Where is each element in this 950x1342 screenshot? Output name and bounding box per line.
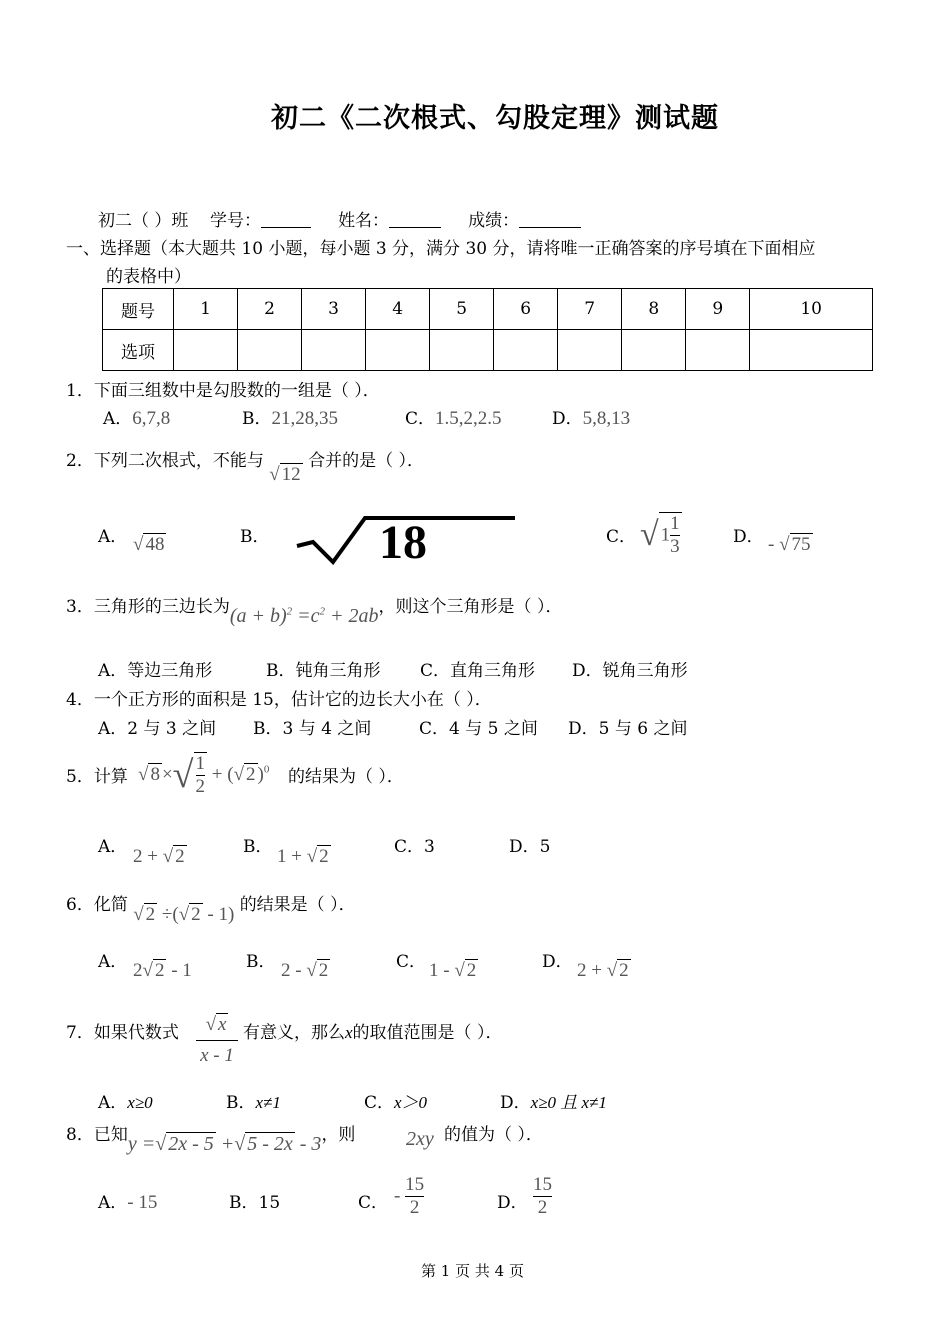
- stem-text: ，则: [321, 1125, 356, 1145]
- fraction: [533, 1174, 552, 1219]
- answer-cell[interactable]: [558, 330, 622, 371]
- option-label: B．: [242, 409, 272, 429]
- operator: +: [220, 1133, 235, 1155]
- mixed-fraction: [670, 513, 680, 558]
- expr-part: 2 +: [133, 846, 158, 867]
- student-id-label: 学号：: [210, 211, 262, 231]
- question-6-stem: [66, 890, 356, 925]
- stem-text: 的值为（ ）．: [444, 1125, 543, 1145]
- coefficient: 2: [133, 960, 143, 981]
- formula-part: + 2ab: [330, 605, 379, 627]
- student-info-line: [98, 206, 581, 231]
- question-1-options: [103, 404, 170, 430]
- fraction: [405, 1174, 424, 1219]
- option-c: [364, 1088, 427, 1113]
- option-d: D．5: [509, 837, 551, 857]
- page-footer: 第 1 页 共 4 页: [421, 1262, 524, 1280]
- option-label: B．: [229, 1193, 259, 1213]
- sign: -: [768, 534, 775, 555]
- option-label: C．: [364, 1093, 395, 1113]
- option-label: D．: [733, 527, 764, 547]
- option-value: x≠1: [255, 1093, 281, 1112]
- stem-text: 有意义，那么: [243, 1023, 345, 1043]
- radicand: 2: [175, 846, 185, 867]
- option-d-value: 5,8,13: [582, 408, 631, 429]
- denominator: 2: [537, 1197, 548, 1218]
- formula-part: c: [310, 605, 320, 627]
- section-heading-cont: 的表格中）: [106, 267, 191, 287]
- option-d-expression: 2 + √ 2: [577, 960, 629, 981]
- question-8-target: 2xy: [406, 1128, 434, 1150]
- question-number-cell: 5: [430, 289, 494, 330]
- numerator: 15: [533, 1174, 552, 1195]
- radicand: 2: [154, 960, 165, 981]
- option-label: B．: [243, 837, 273, 857]
- answer-cell[interactable]: [750, 330, 873, 371]
- option-label: D．: [497, 1193, 528, 1213]
- name-blank[interactable]: [389, 211, 441, 228]
- stem-text: 3．三角形的三边长为: [66, 597, 230, 617]
- option-value: - 15: [127, 1192, 158, 1213]
- option-label: C．: [396, 952, 427, 972]
- option-a-radical: √ 48: [133, 534, 165, 555]
- option-a-expression: 2 + √ 2: [133, 846, 185, 867]
- table-row: [103, 330, 873, 371]
- numerator: 1: [670, 513, 680, 534]
- expr-part: - 1: [171, 960, 192, 981]
- question-4-stem: 4．一个正方形的面积是 15，估计它的边长大小在（ ）．: [66, 690, 492, 710]
- formula-part: (a + b): [229, 605, 287, 627]
- option-b: B．钝角三角形: [266, 661, 381, 681]
- option-c: C．直角三角形: [420, 661, 536, 681]
- option-b-expression: 1 + √ 2: [277, 846, 329, 867]
- option-a: A．2 与 3 之间: [98, 719, 217, 739]
- option-a: [98, 1188, 157, 1214]
- option-d: D．锐角三角形: [572, 661, 688, 681]
- question-6-expression: √ 2 ÷(√ 2 - 1): [133, 904, 235, 925]
- option-b-expression: 2 - √ 2: [281, 960, 329, 981]
- radicand: 2: [145, 904, 156, 925]
- radicand: 2: [466, 960, 477, 981]
- formula-abc: [230, 605, 379, 627]
- answer-cell[interactable]: [238, 330, 302, 371]
- option-c: C．3: [394, 837, 435, 857]
- question-number-cell: 9: [686, 289, 750, 330]
- answer-cell[interactable]: [366, 330, 430, 371]
- question-number-cell: 2: [238, 289, 302, 330]
- answer-cell[interactable]: [622, 330, 686, 371]
- option-label: A．: [98, 952, 128, 972]
- option-value: 15: [258, 1193, 281, 1213]
- option-c: C．4 与 5 之间: [419, 719, 538, 739]
- expr-part: 2 +: [577, 960, 602, 981]
- option-a-value: 6,7,8: [132, 408, 171, 429]
- expr-part: 1 +: [277, 846, 302, 867]
- radicand: 2: [246, 764, 256, 786]
- option-label: D．: [552, 409, 583, 429]
- option-c-radical: √ 1 $\frac{1}{3}$: [640, 513, 680, 557]
- answer-cell[interactable]: [494, 330, 558, 371]
- question-3-stem: [66, 592, 563, 627]
- class-label: 初二（ ）班: [98, 211, 189, 231]
- option-label: A．: [98, 1193, 128, 1213]
- stem-text: ，则这个三角形是（ ）．: [378, 597, 563, 617]
- question-number-cell: 7: [558, 289, 622, 330]
- operator: ): [257, 764, 264, 786]
- option-d: [500, 1088, 607, 1113]
- stem-text: 的取值范围是（ ）．: [352, 1023, 503, 1043]
- question-1-stem: 1．下面三组数中是勾股数的一组是（ ）．: [66, 381, 380, 401]
- option-label: D．: [542, 952, 573, 972]
- radicand: 2x - 5: [168, 1133, 214, 1155]
- table-header-cell: 题号: [103, 289, 174, 330]
- question-1-option-b: [242, 404, 338, 430]
- operator: ×: [161, 764, 173, 785]
- variable: x: [345, 1023, 353, 1042]
- numerator: √ x: [196, 1014, 238, 1041]
- radicand: 2: [619, 960, 629, 981]
- denominator: 3: [670, 536, 680, 557]
- option-c-expression: 1 - √ 2: [429, 960, 477, 981]
- option-a-expression: 2√ 2 - 1: [133, 960, 192, 981]
- operator: ÷(: [161, 904, 179, 925]
- question-number-cell: 8: [622, 289, 686, 330]
- question-5-stem: [66, 762, 128, 787]
- option-b-value: 21,28,35: [271, 408, 338, 429]
- score-label: 成绩：: [468, 211, 520, 231]
- numerator: 1: [195, 753, 206, 774]
- question-5-expression: √ 8 ×√ $\frac{1}{2}$ + (√ 2 )$^0$: [138, 753, 270, 797]
- question-8-equation: y =√ 2x - 5 +√ 5 - 2x - 3: [127, 1133, 322, 1155]
- table-row: [103, 289, 873, 330]
- option-value: x≥0 且 x≠1: [530, 1093, 607, 1112]
- question-1-option-c: [405, 404, 502, 430]
- option-label: B．: [226, 1093, 256, 1113]
- question-1-option-d: [552, 404, 630, 430]
- option-a: [98, 1088, 153, 1113]
- option-label: A．: [98, 527, 128, 547]
- answer-cell[interactable]: [430, 330, 494, 371]
- expr-part: - 3: [299, 1133, 322, 1155]
- radicand: x: [218, 1014, 227, 1035]
- stem-text: 2．下列二次根式，不能与: [66, 451, 264, 471]
- stem-text: 合并的是（ ）．: [308, 451, 424, 471]
- exponent: 0: [263, 763, 270, 776]
- question-number-cell: 1: [174, 289, 238, 330]
- option-b: [229, 1188, 280, 1213]
- option-value: x＞0: [394, 1093, 428, 1112]
- stem-text: 6．化简: [66, 895, 128, 915]
- question-7-stem-tail: [243, 1018, 502, 1043]
- question-number-cell: 4: [366, 289, 430, 330]
- option-b-radicand: 18: [379, 516, 427, 565]
- question-2-stem: [66, 446, 424, 485]
- stem-text: 7．如果代数式: [66, 1023, 179, 1043]
- option-d-fraction: [533, 1174, 552, 1219]
- answer-table: [102, 288, 873, 371]
- question-number-cell: 6: [494, 289, 558, 330]
- option-b: B．3 与 4 之间: [253, 719, 372, 739]
- stem-text: 的结果是（ ）．: [239, 895, 356, 915]
- radicand: 48: [145, 534, 165, 555]
- radicand: 8: [150, 764, 160, 785]
- question-8-stem: [66, 1120, 356, 1155]
- radicand: 75: [791, 534, 811, 555]
- question-number-cell: 10: [750, 289, 873, 330]
- exponent: 2: [319, 605, 326, 618]
- radical-12: √ 12: [269, 464, 301, 485]
- expr-part: y =: [127, 1133, 156, 1155]
- option-label: A．: [98, 1093, 128, 1113]
- option-label: A．: [103, 409, 133, 429]
- radicand: 12: [281, 464, 301, 485]
- score-blank[interactable]: [519, 211, 581, 228]
- option-label: D．: [500, 1093, 531, 1113]
- expr-part: - 1): [207, 904, 235, 925]
- option-b: [226, 1088, 281, 1113]
- student-id-blank[interactable]: [261, 211, 311, 228]
- option-c-value: 1.5,2,2.5: [435, 408, 502, 429]
- exponent: 2: [286, 605, 293, 618]
- radicand: 2: [191, 904, 201, 925]
- section-heading: 一、选择题（本大题共 10 小题，每小题 3 分，满分 30 分，请将唯一正确答案的序号填在下面相应: [66, 239, 816, 259]
- page-title: 初二《二次根式、勾股定理》测试题: [271, 103, 719, 134]
- option-d: D．5 与 6 之间: [568, 719, 688, 739]
- option-label: B．: [240, 527, 270, 547]
- operator: + (: [211, 764, 234, 786]
- option-label: B．: [246, 952, 276, 972]
- name-label: 姓名：: [338, 211, 390, 231]
- radicand: 5 - 2x: [247, 1133, 293, 1155]
- option-a: A．等边三角形: [98, 661, 213, 681]
- stem-text: 5．计算: [66, 767, 128, 787]
- option-b-large-radical: [293, 510, 515, 565]
- option-label: C．: [405, 409, 436, 429]
- expr-part: 1 -: [429, 960, 450, 981]
- stem-text: 8．已知: [66, 1125, 128, 1145]
- stem-text: 的结果为（ ）．: [288, 767, 404, 787]
- formula-part: =: [297, 605, 311, 627]
- question-number-cell: 3: [302, 289, 366, 330]
- answer-cell[interactable]: [302, 330, 366, 371]
- expr-part: 2 -: [281, 960, 302, 981]
- radicand: 2: [318, 960, 329, 981]
- radicand: 2: [319, 846, 329, 867]
- mixed-whole: 1: [660, 524, 671, 546]
- denominator: 2: [195, 776, 206, 797]
- numerator: 15: [405, 1174, 425, 1195]
- sign: -: [394, 1185, 401, 1207]
- fraction: [196, 753, 206, 798]
- answer-cell[interactable]: [174, 330, 238, 371]
- question-7-fraction: [196, 1014, 238, 1067]
- table-header-cell: 选项: [103, 330, 174, 371]
- option-value: x≥0: [127, 1093, 153, 1112]
- option-label: C．: [606, 527, 637, 547]
- option-label: A．: [98, 837, 128, 857]
- denominator: 2: [409, 1197, 420, 1218]
- option-label: C．: [358, 1193, 389, 1213]
- denominator: x - 1: [200, 1045, 234, 1066]
- option-d-radical: - √ 75: [768, 534, 811, 555]
- answer-cell[interactable]: [686, 330, 750, 371]
- option-c-fraction: [394, 1174, 424, 1219]
